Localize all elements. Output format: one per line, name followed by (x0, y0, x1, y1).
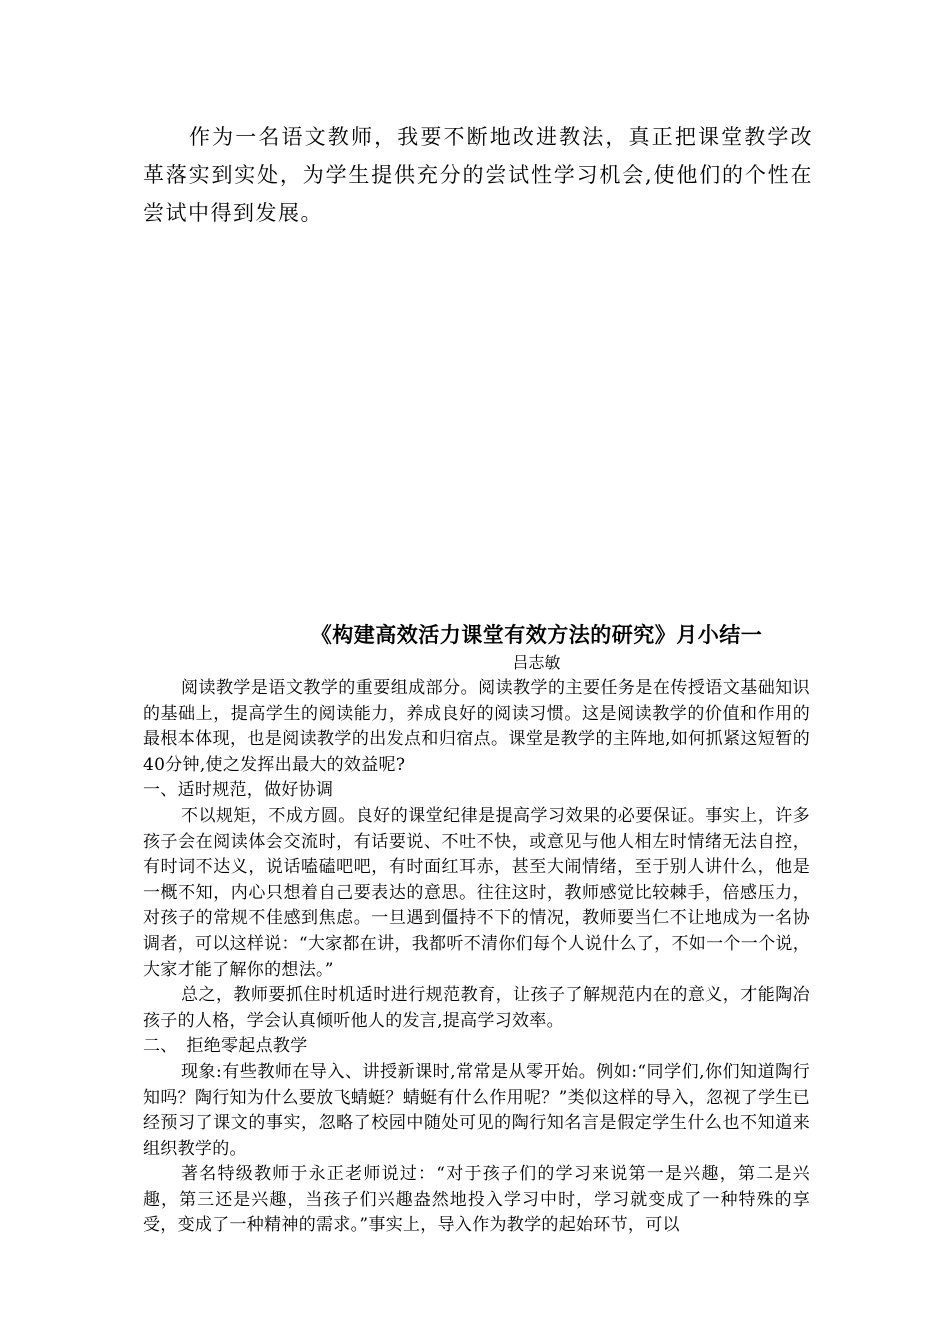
intro-paragraph: 作为一名语文教师，我要不断地改进教法，真正把课堂教学改革落实到实处，为学生提供充分的尝试性学习机会,使他们的个性在尝试中得到发展。 (143, 125, 813, 225)
article-author: 吕志敏 (512, 653, 561, 672)
paragraph-3: 总之，教师要抓住时机适时进行规范教育，让孩子了解规范内在的意义，才能陶冶孩子的人格，学会认真倾听他人的发言,提高学习效率。 (143, 985, 810, 1031)
article-title: 《构建高效活力课堂有效方法的研究》月小结一 (310, 622, 763, 647)
section-heading-1: 一、适时规范，做好协调 (143, 780, 334, 801)
paragraph-2: 不以规矩，不成方圆。良好的课堂纪律是提高学习效果的必要保证。事实上，许多孩子会在阅读体会交流时，有话要说、不吐不快，或意见与他人相左时情绪无法自控，有时词不达义，说话嗑磕吧吧，有时面红耳赤，甚至大闹情绪，至于别人讲什么，他是一概不知，内心只想着自己要表达的意思。往往这时，教师感觉比较棘手，倍感压力，对孩子的常规不佳感到焦虑。一旦遇到僵持不下的情况，教师要当仁不让地成为一名协调者，可以这样说：“大家都在讲，我都听不清你们每个人说什么了，不如一个一个说，大家才能了解你的想法。” (143, 805, 810, 980)
article (143, 620, 810, 1239)
section-heading-2: 二、 拒绝零起点教学 (143, 1036, 308, 1057)
paragraph-5: 著名特级教师于永正老师说过：“对于孩子们的学习来说第一是兴趣，第二是兴趣，第三还是兴趣，当孩子们兴趣盎然地投入学习中时，学习就变成了一种特殊的享受，变成了一种精神的需求。”事实上，导入作为教学的起始环节，可以 (143, 1164, 810, 1236)
paragraph-1: 阅读教学是语文教学的重要组成部分。阅读教学的主要任务是在传授语文基础知识的基础上，提高学生的阅读能力，养成良好的阅读习惯。这是阅读教学的价值和作用的最根本体现，也是阅读教学的出发点和归宿点。课堂是教学的主阵地,如何抓紧这短暂的40分钟,使之发挥出最大的效益呢? (143, 678, 810, 775)
paragraph-4: 现象:有些教师在导入、讲授新课时,常常是从零开始。例如:“同学们,你们知道陶行知吗？陶行知为什么要放飞蜻蜓？蜻蜓有什么作用呢？”类似这样的导入，忽视了学生已经预习了课文的事实，忽略了校园中随处可见的陶行知名言是假定学生什么也不知道来组织教学的。 (143, 1061, 810, 1159)
